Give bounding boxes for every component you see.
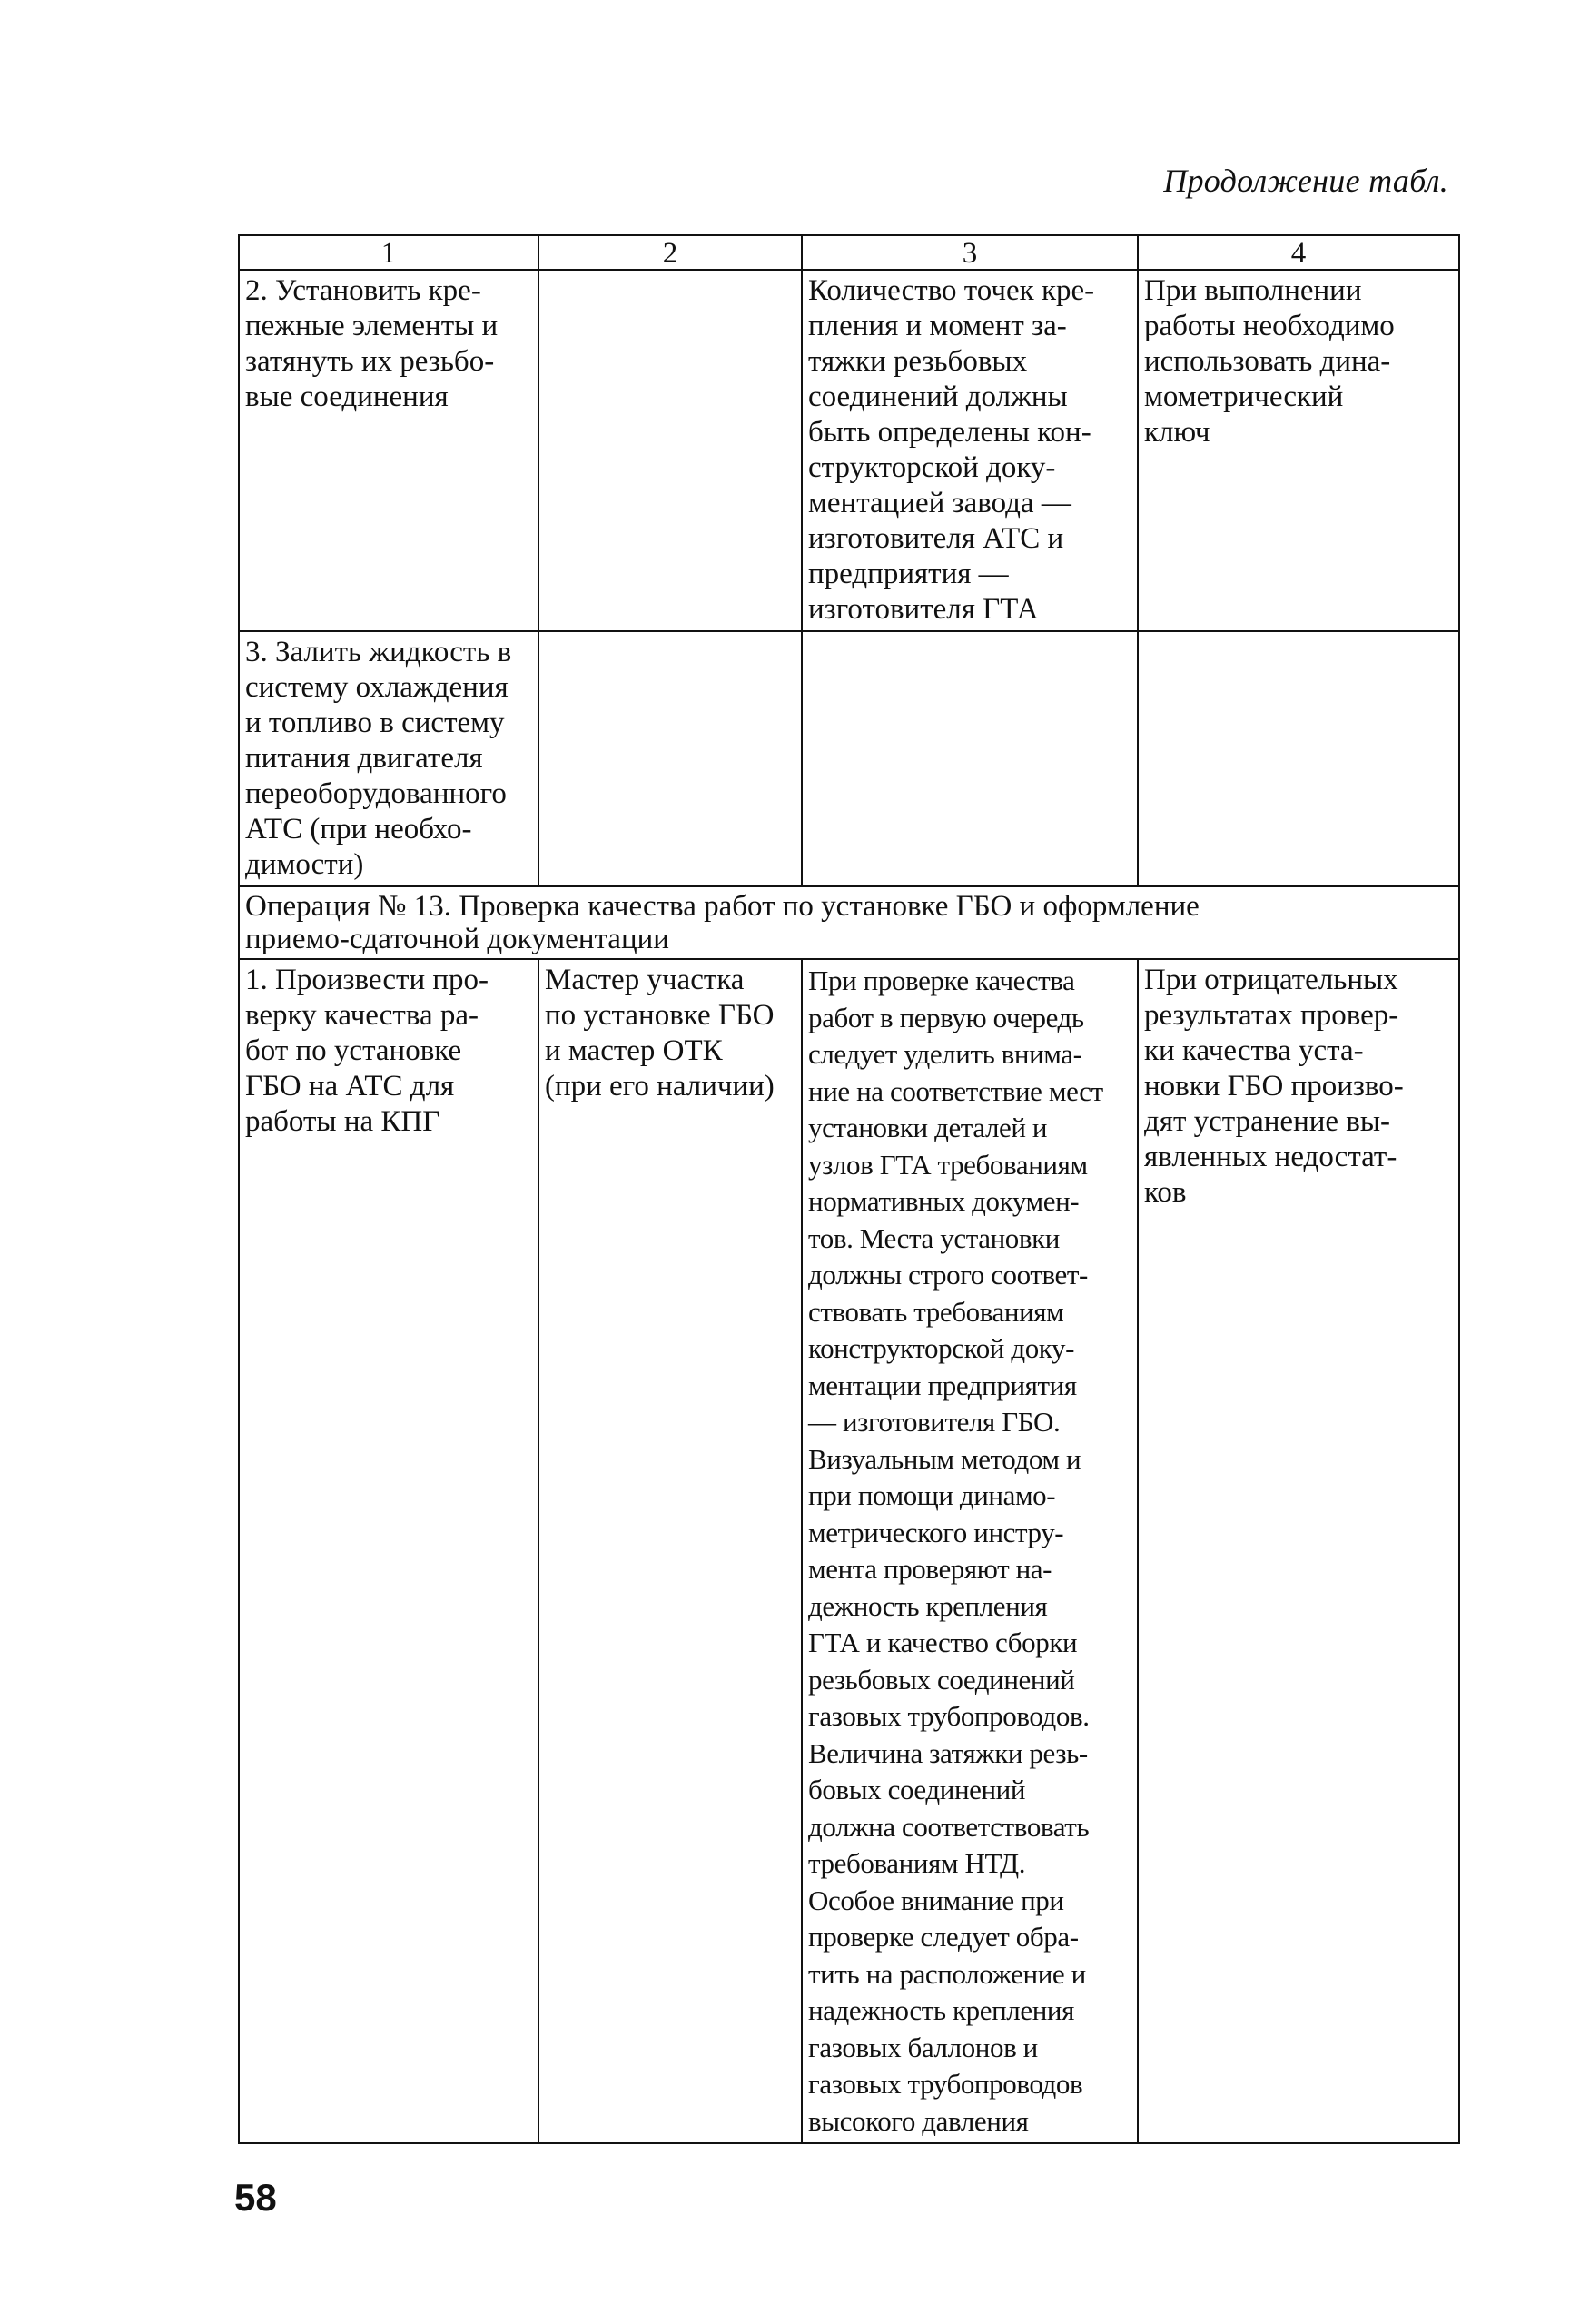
column-header-4: 4 xyxy=(1138,235,1459,270)
operation-heading-row xyxy=(239,886,1459,959)
table-continuation-caption: Продолжение табл. xyxy=(1163,163,1448,199)
table-row xyxy=(239,959,1459,2143)
table-cell-notes: При отрицательных результатах провер- ки качества уста- новки ГБО произво- дят устранение вы- явленных недостат- ков xyxy=(1138,959,1459,2143)
table-row xyxy=(239,270,1459,631)
table-header-row xyxy=(239,235,1459,270)
column-header-2: 2 xyxy=(538,235,802,270)
operation-heading: Операция № 13. Проверка качества работ по установке ГБО и оформление приемо-сдаточной документации xyxy=(239,886,1459,959)
table-cell-notes: При выполнении работы необходимо использовать дина- мометрический ключ xyxy=(1138,270,1459,631)
table-cell-requirements: При проверке качества работ в первую очередь следует уделить внима- ние на соответствие мест установки деталей и узлов ГТА требованиям нормативных докумен- тов. Места установки должны строго соответ- ствовать требованиям конструкторской доку- ментации предприятия — изготовителя ГБО. Визуальным методом и при помощи динамо- метрического инстру- мента проверяют на- дежность крепления ГТА и качество сборки резьбовых соединений газовых трубопроводов. Величина затяжки резь- бовых соединений должна соответствовать требованиям НТД. Особое внимание при проверке следует обра- тить на расположение и надежность крепления газовых баллонов и газовых трубопроводов высокого давления xyxy=(802,959,1138,2143)
table-cell-step: 2. Установить кре- пежные элементы и затянуть их резьбо- вые соединения xyxy=(239,270,538,631)
table-cell-performer: Мастер участка по установке ГБО и мастер ОТК (при его наличии) xyxy=(538,959,802,2143)
column-header-3: 3 xyxy=(802,235,1138,270)
table-row xyxy=(239,631,1459,886)
table-cell-performer xyxy=(538,270,802,631)
table-cell-notes xyxy=(1138,631,1459,886)
table-cell-requirements: Количество точек кре- пления и момент за- тяжки резьбовых соединений должны быть определены кон- структорской доку- ментацией завода — изготовителя АТС и предприятия — изготовителя ГТА xyxy=(802,270,1138,631)
page-number: 58 xyxy=(234,2176,277,2219)
table-cell-step: 3. Залить жидкость в систему охлаждения и топливо в систему питания двигателя переоборудованного АТС (при необхо- димости) xyxy=(239,631,538,886)
table-cell-requirements xyxy=(802,631,1138,886)
procedure-table xyxy=(238,234,1460,2144)
column-header-1: 1 xyxy=(239,235,538,270)
table-cell-performer xyxy=(538,631,802,886)
table-cell-step: 1. Произвести про- верку качества ра- бот по установке ГБО на АТС для работы на КПГ xyxy=(239,959,538,2143)
